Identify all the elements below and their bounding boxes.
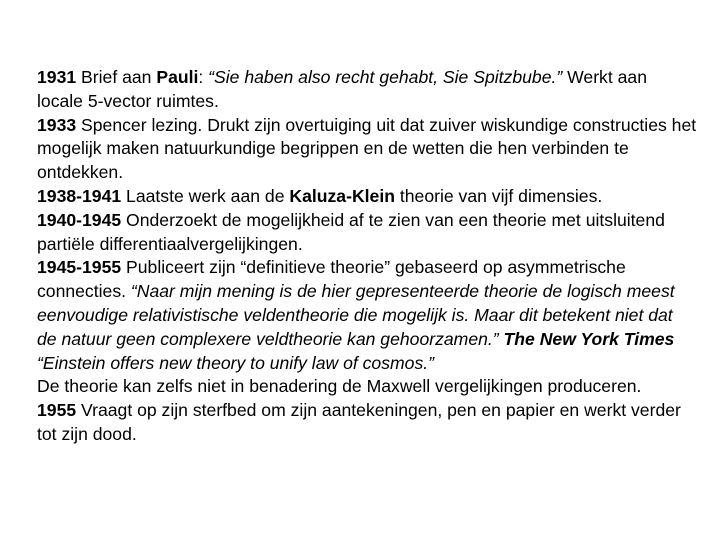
entry-1945-1955	[37, 256, 697, 375]
entry-1940-1945	[37, 209, 697, 257]
entry-year: 1945-1955	[37, 257, 122, 278]
entry-1938-1941	[37, 185, 697, 209]
entry-1931	[37, 66, 697, 114]
highlight-name: Pauli	[156, 67, 199, 87]
entry-text: Publiceert zijn “definitieve theorie” gebaseerd op asymmetrische connecties.	[37, 257, 626, 302]
entry-text: Onderzoekt de mogelijkheid af te zien van een theorie met uitsluitend partiële differentiaalvergelijkingen.	[37, 209, 665, 254]
slide-text-body	[37, 66, 697, 447]
entry-maxwell-note	[37, 375, 697, 399]
highlight-name: Kaluza-Klein	[289, 185, 395, 206]
entry-text: theorie van vijf dimensies.	[394, 185, 603, 206]
entry-1955	[37, 399, 697, 447]
entry-text: Werkt aan locale 5-vector ruimtes.	[37, 67, 647, 111]
entry-text: De theorie kan zelfs niet in benadering de Maxwell vergelijkingen produceren.	[37, 376, 642, 397]
entry-year: 1931	[37, 67, 77, 87]
entry-text: Brief aan	[76, 67, 157, 87]
entry-text: Vraagt op zijn sterfbed om zijn aantekeningen, pen en papier en werkt verder tot zijn dood.	[37, 400, 681, 444]
quote: “Naar mijn mening is de hier gepresenteerde theorie de logisch meest eenvoudige relativistische veldentheorie die mogelijk is. Maar dit betekent niet dat de natuur geen complexere veldtheorie kan gehoorzamen.”	[37, 281, 675, 349]
entry-year: 1933	[37, 114, 77, 135]
entry-year: 1940-1945	[37, 209, 122, 230]
headline-quote: “Einstein offers new theory to unify law of cosmos.”	[37, 352, 435, 373]
entry-text: Spencer lezing. Drukt zijn overtuiging uit dat zuiver wiskundige constructies het mogelijk maken natuurkundige begrippen en de wetten die hen verbinden te ontdekken.	[37, 114, 697, 183]
entry-1933	[37, 114, 697, 185]
entry-text: :	[198, 67, 209, 87]
newspaper-name: The New York Times	[503, 328, 675, 349]
entry-year: 1955	[37, 400, 77, 421]
entry-text: Laatste werk aan de	[121, 185, 290, 206]
entry-year: 1938-1941	[37, 185, 122, 206]
quote: “Sie haben also recht gehabt, Sie Spitzbube.”	[208, 67, 563, 87]
